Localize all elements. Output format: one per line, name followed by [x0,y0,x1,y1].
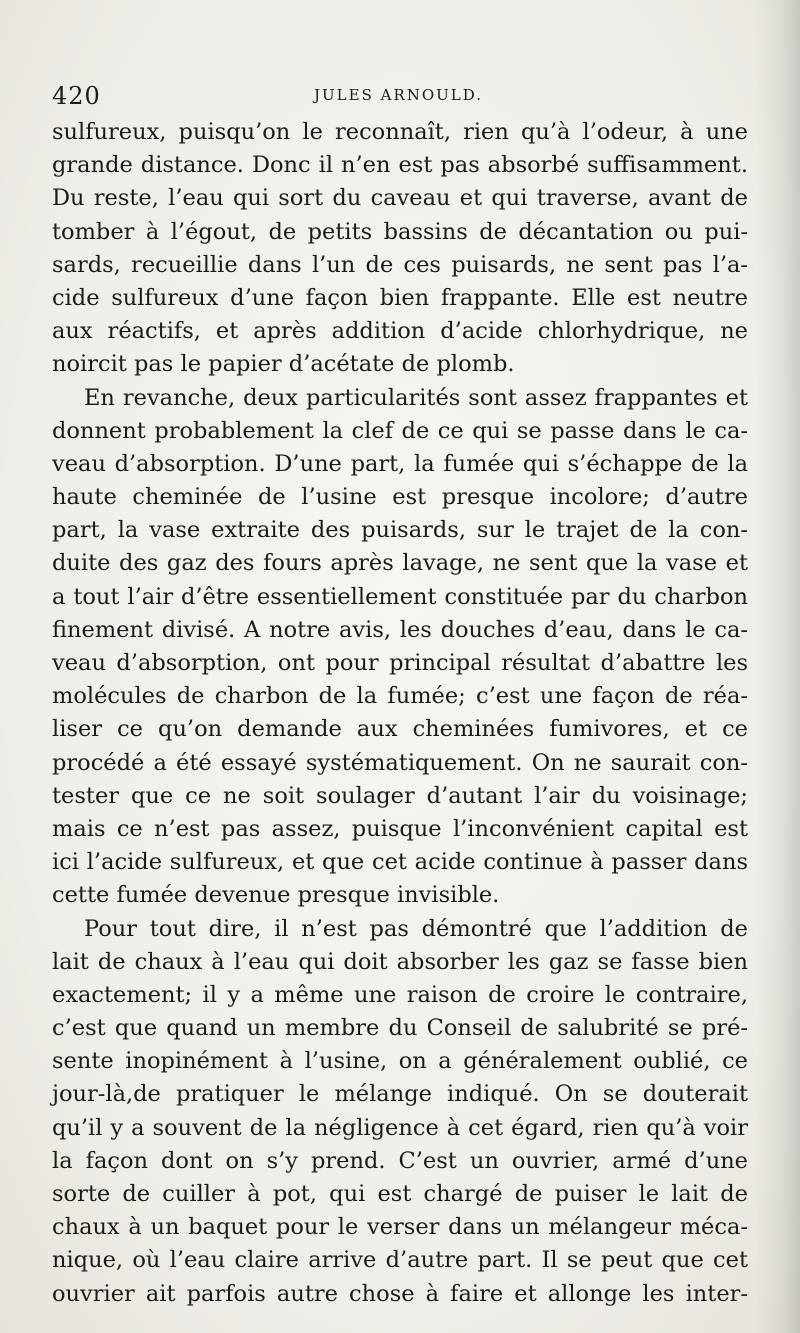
text-line: lait de chaux à l’eau qui doit absorber les gaz se fasse bien [52,948,748,975]
text-line: c’est que quand un membre du Conseil de salubrité se pré- [52,1015,748,1042]
text-line: Du reste, l’eau qui sort du caveau et qui traverse, avant de [52,185,748,212]
text-line: qu’il y a souvent de la négligence à cet égard, rien qu’à voir [52,1114,748,1141]
text-line: donnent probablement la clef de ce qui se passe dans le ca- [52,417,748,444]
text-line: En revanche, deux particularités sont assez frappantes et [84,384,748,411]
text-line: ici l’acide sulfureux, et que cet acide continue à passer dans [52,849,748,876]
text-line: sente inopinément à l’usine, on a généralement oublié, ce [52,1048,748,1075]
text-line: a tout l’air d’être essentiellement constituée par du charbon [52,583,748,610]
text-line: cette fumée devenue presque invisible. [52,882,500,909]
text-line: tomber à l’égout, de petits bassins de décantation ou pui- [52,218,748,245]
page-edge-shadow [756,0,800,1333]
text-line: Pour tout dire, il n’est pas démontré que l’addition de [84,915,748,942]
text-line: mais ce n’est pas assez, puisque l’inconvénient capital est [52,815,748,842]
text-line: chaux à un baquet pour le verser dans un mélangeur méca- [52,1214,748,1241]
paragraph [52,382,748,913]
text-line: noircit pas le papier d’acétate de plomb. [52,351,515,378]
text-line: haute cheminée de l’usine est presque incolore; d’autre [52,484,748,511]
paragraph [52,116,748,382]
paragraph [52,913,748,1311]
text-line: nique, où l’eau claire arrive d’autre part. Il se peut que cet [52,1247,748,1274]
text-line: sards, recueillie dans l’un de ces puisards, ne sent pas l’a- [52,251,748,278]
text-line: tester que ce ne soit soulager d’autant l’air du voisinage; [52,782,748,809]
text-line: sorte de cuiller à pot, qui est chargé de puiser le lait de [52,1181,748,1207]
text-line: part, la vase extraite des puisards, sur le trajet de la con- [52,517,748,544]
text-line: veau d’absorption, ont pour principal résultat d’abattre les [52,650,748,676]
body-text [52,116,748,1311]
text-line: liser ce qu’on demande aux cheminées fumivores, et ce [52,716,748,743]
page-header [52,82,752,116]
text-line: veau d’absorption. D’une part, la fumée qui s’échappe de la [52,450,748,477]
text-line: exactement; il y a même une raison de croire le contraire, [52,981,748,1008]
text-line: sulfureux, puisqu’on le reconnaît, rien qu’à l’odeur, à une [52,119,748,145]
text-line: molécules de charbon de la fumée; c’est une façon de réa- [52,683,748,710]
text-line: finement divisé. A notre avis, les douches d’eau, dans le ca- [52,616,748,643]
text-line: duite des gaz des fours après lavage, ne sent que la vase et [52,550,748,577]
text-line: jour-là,de pratiquer le mélange indiqué. On se douterait [52,1081,748,1108]
running-head: JULES ARNOULD. [314,86,484,104]
text-line: ouvrier ait parfois autre chose à faire et allonge les inter- [52,1280,748,1307]
text-line: procédé a été essayé systématiquement. On ne saurait con- [52,749,748,776]
text-line: aux réactifs, et après addition d’acide chlorhydrique, ne [52,318,748,345]
page-number: 420 [52,82,101,110]
text-line: cide sulfureux d’une façon bien frappante. Elle est neutre [52,284,748,311]
text-line: la façon dont on s’y prend. C’est un ouvrier, armé d’une [52,1147,748,1174]
text-line: grande distance. Donc il n’en est pas absorbé suffisamment. [52,152,748,179]
